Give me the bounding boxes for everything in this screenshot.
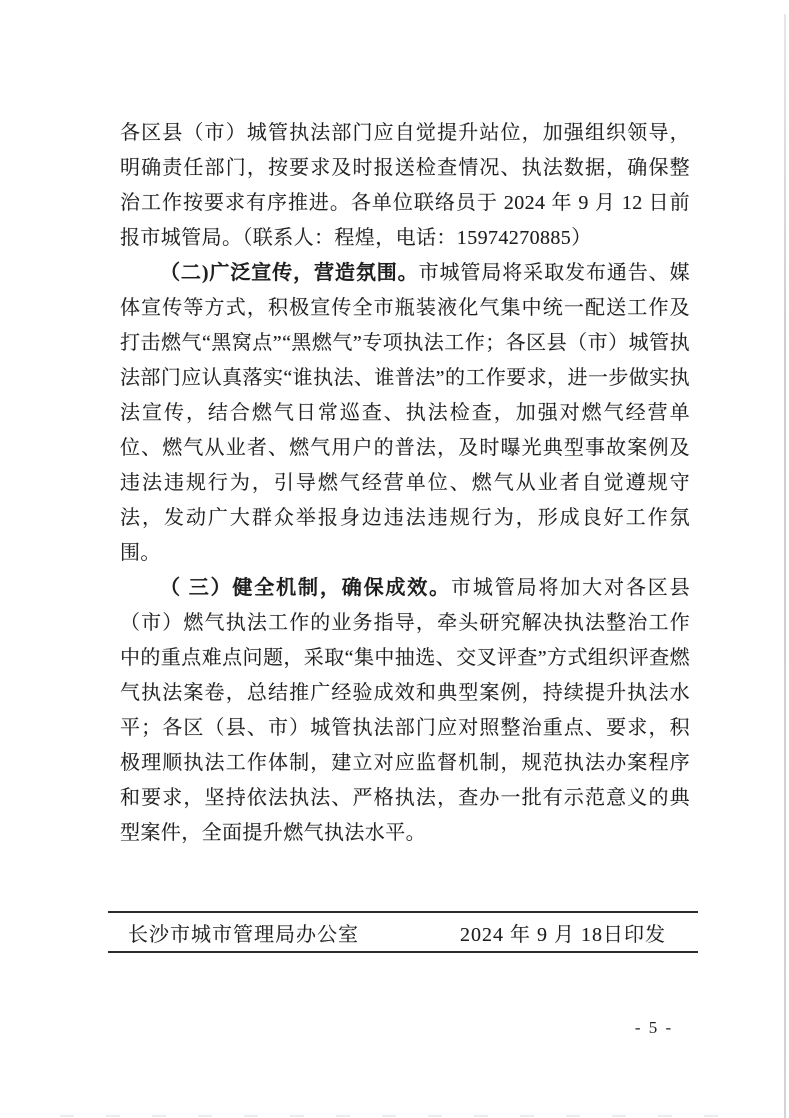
section-heading: （ 三）健全机制，确保成效。 (160, 577, 452, 599)
issuing-office: 长沙市城市管理局办公室 (128, 924, 359, 946)
paragraph-text: 各区县（市）城管执法部门应自觉提升站位，加强组织领导，明确责任部门，按要求及时报送检查情况、执法数据，确保整治工作按要求有序推进。各单位联络员于 2024 年 9 月 12 日前报市城管局。（联系人：程煌，电话：15974270885） (120, 122, 690, 249)
section-heading: （二)广泛宣传，营造氛围。 (160, 262, 419, 284)
paragraph-section-2 (120, 256, 690, 571)
colophon-rule-bottom (108, 951, 698, 953)
paragraph-section-3 (120, 571, 690, 851)
scan-edge-artifact (784, 14, 786, 1118)
page-number: - 5 - (634, 1018, 674, 1037)
paragraph-continuation (120, 116, 690, 256)
colophon (108, 916, 698, 949)
document-body (120, 116, 690, 851)
paragraph-text: 市城管局将采取发布通告、媒体宣传等方式，积极宣传全市瓶装液化气集中统一配送工作及打击燃气“黑窝点”“黑燃气”专项执法工作；各区县（市）城管执法部门应认真落实“谁执法、谁普法”的工作要求，进一步做实执法宣传，结合燃气日常巡查、执法检查，加强对燃气经营单位、燃气从业者、燃气用户的普法，及时曝光典型事故案例及违法违规行为，引导燃气经营单位、燃气从业者自觉遵规守法，发动广大群众举报身边违法违规行为，形成良好工作氛围。 (120, 262, 690, 564)
scan-bottom-noise-artifact (60, 1115, 720, 1117)
print-date: 2024 年 9 月 18日印发 (460, 924, 666, 946)
paragraph-text: 市城管局将加大对各区县（市）燃气执法工作的业务指导，牵头研究解决执法整治工作中的重点难点问题，采取“集中抽选、交叉评查”方式组织评查燃气执法案卷，总结推广经验成效和典型案例，持续提升执法水平；各区（县、市）城管执法部门应对照整治重点、要求，积极理顺执法工作体制，建立对应监督机制，规范执法办案程序和要求，坚持依法执法、严格执法，查办一批有示范意义的典型案件，全面提升燃气执法水平。 (120, 577, 690, 844)
colophon-rule-top (108, 911, 698, 913)
